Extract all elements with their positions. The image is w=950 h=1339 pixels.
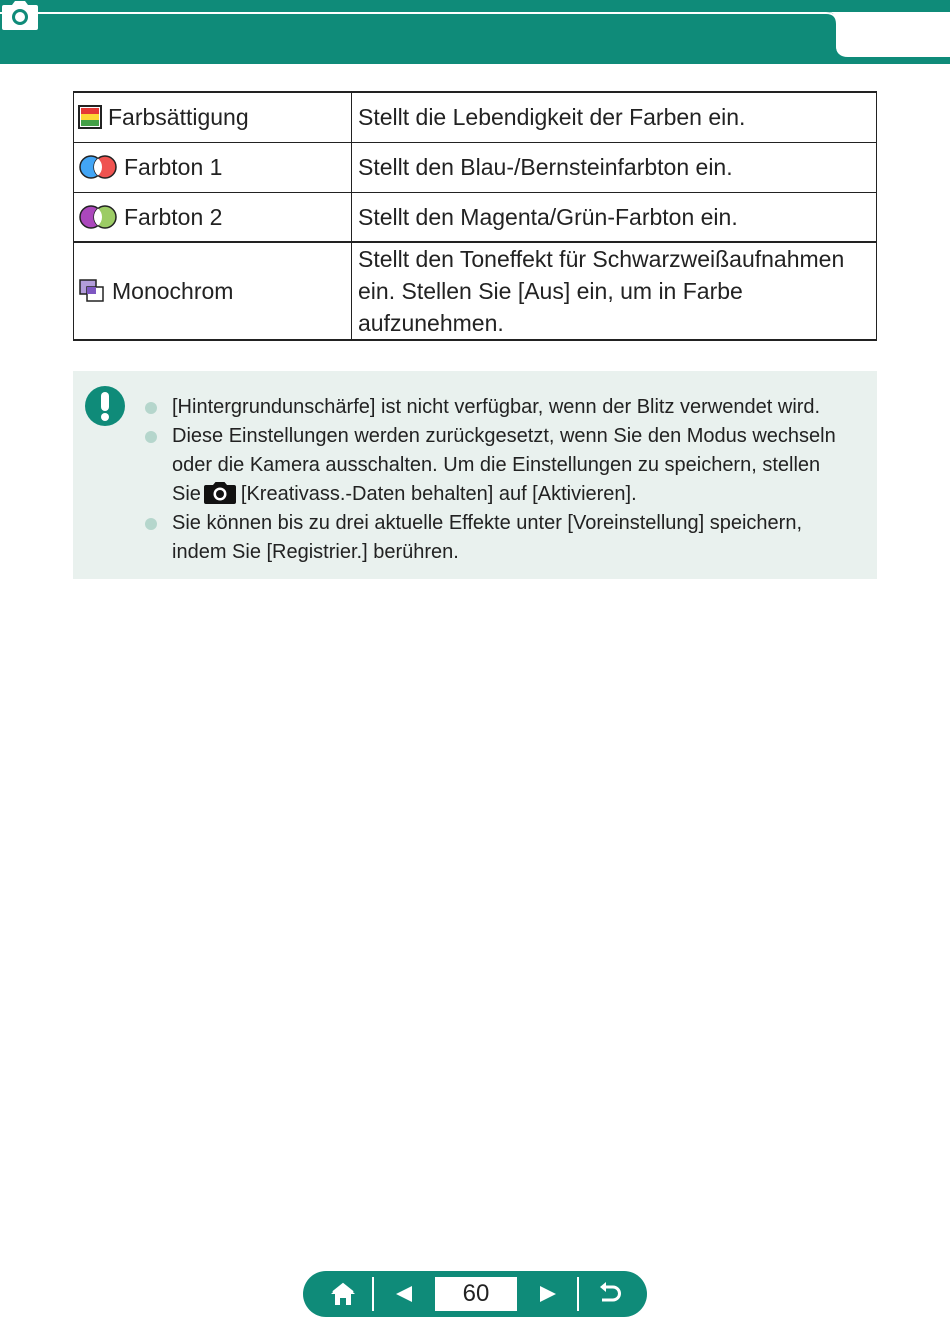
prev-icon <box>394 1284 414 1304</box>
header-bar <box>0 0 950 64</box>
table-cell-label <box>74 142 352 192</box>
settings-table <box>73 91 877 341</box>
row-label: Farbton 2 <box>124 203 223 230</box>
page-number: 60 <box>435 1277 517 1311</box>
note-line: indem Sie [Registrier.] berühren. <box>172 541 459 563</box>
separator <box>372 1277 374 1311</box>
bullet-icon <box>145 402 157 414</box>
separator <box>577 1277 579 1311</box>
desc-line: Stellt den Toneffekt für Schwarzweißaufnahmen <box>358 246 845 272</box>
note-line: [Hintergrundunschärfe] ist nicht verfügbar, wenn der Blitz verwendet wird. <box>172 396 821 418</box>
row-description: Stellt den Magenta/Grün-Farbton ein. <box>352 192 877 242</box>
bullet-icon <box>145 518 157 530</box>
camera-icon <box>203 481 237 505</box>
table-cell-label <box>74 92 352 142</box>
row-description: Stellt die Lebendigkeit der Farben ein. <box>352 92 877 142</box>
list-item <box>145 393 865 422</box>
row-label: Farbsättigung <box>108 104 249 131</box>
monochrome-icon <box>78 278 106 304</box>
desc-line: aufzunehmen. <box>358 310 504 336</box>
note-line <box>172 480 865 509</box>
note-list <box>145 393 865 567</box>
row-description: Stellt den Blau-/Bernsteinfarbton ein. <box>352 142 877 192</box>
prev-button[interactable] <box>383 1271 425 1317</box>
bullet-icon <box>145 431 157 443</box>
home-button[interactable] <box>321 1271 365 1317</box>
home-icon <box>329 1281 357 1307</box>
camera-icon <box>0 0 40 32</box>
row-label: Farbton 1 <box>124 154 223 180</box>
back-button[interactable] <box>587 1271 633 1317</box>
table-row <box>74 92 877 142</box>
caution-note <box>73 371 877 579</box>
page-navigation <box>303 1271 647 1317</box>
note-line: Diese Einstellungen werden zurückgesetzt, wenn Sie den Modus wechseln <box>172 425 836 447</box>
table-row <box>74 242 877 340</box>
table-row <box>74 142 877 192</box>
note-line: Sie können bis zu drei aktuelle Effekte unter [Voreinstellung] speichern, <box>172 512 803 534</box>
note-line: oder die Kamera ausschalten. Um die Einstellungen zu speichern, stellen <box>172 454 821 476</box>
caution-icon <box>84 385 126 427</box>
next-icon <box>538 1284 558 1304</box>
note-text: Sie <box>172 483 201 505</box>
next-button[interactable] <box>527 1271 569 1317</box>
row-description <box>352 242 877 340</box>
table-cell-label <box>74 242 352 340</box>
list-item <box>145 422 865 509</box>
list-item <box>145 509 865 567</box>
color-tone-2-icon <box>78 204 118 230</box>
back-icon <box>597 1282 623 1306</box>
row-label: Monochrom <box>112 278 234 304</box>
saturation-icon <box>78 105 102 129</box>
color-tone-1-icon <box>78 154 118 180</box>
table-cell-label <box>74 192 352 242</box>
desc-line: ein. Stellen Sie [Aus] ein, um in Farbe <box>358 278 743 304</box>
note-text: [Kreativass.-Daten behalten] auf [Aktivieren]. <box>240 483 637 505</box>
table-row <box>74 192 877 242</box>
